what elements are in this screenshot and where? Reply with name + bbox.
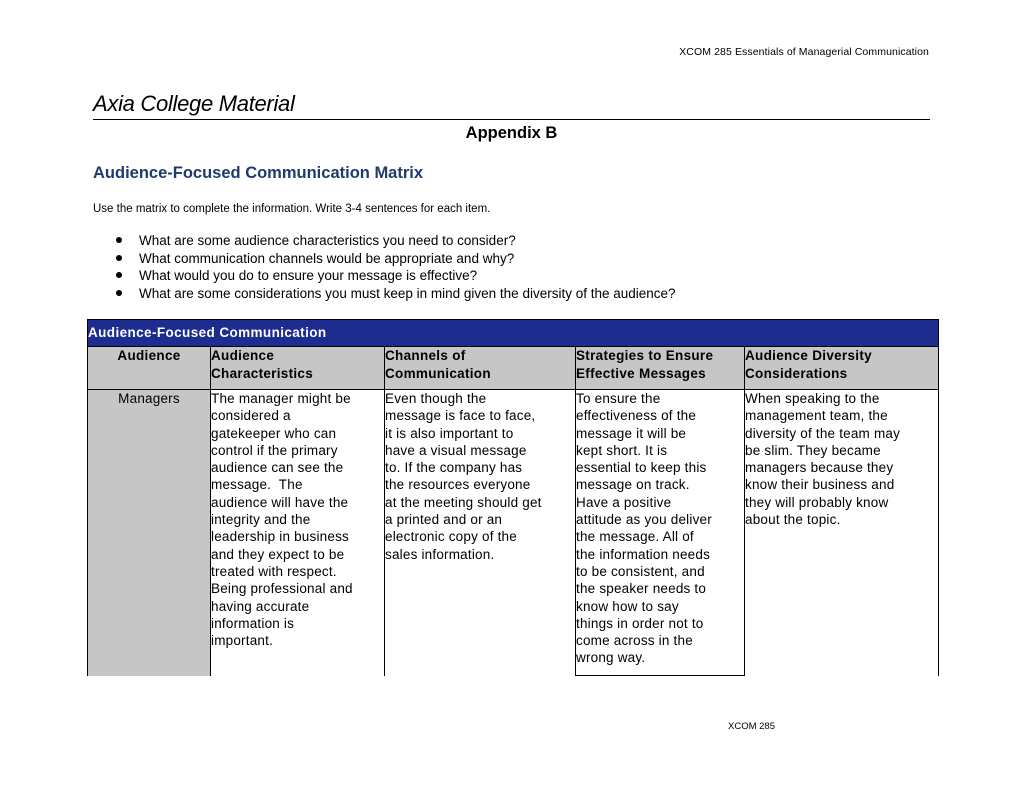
header-rule <box>93 119 930 120</box>
cell-line: the information needs <box>576 546 711 562</box>
question-text: What are some audience characteristics you need to consider? <box>139 233 516 248</box>
header-line: Channels of <box>385 348 466 363</box>
cell-line: the message. All of <box>576 529 694 545</box>
bullet-icon <box>116 255 122 261</box>
course-header: XCOM 285 Essentials of Managerial Communication <box>679 46 929 58</box>
header-channels <box>385 347 576 390</box>
header-line: Considerations <box>745 366 848 381</box>
header-line: Characteristics <box>211 366 314 381</box>
cell-line: message it will be <box>576 425 687 441</box>
cell-line: at the meeting should get <box>385 494 542 510</box>
header-audience <box>88 347 211 390</box>
bullet-icon <box>116 272 122 278</box>
cell-line: audience will have the <box>211 494 349 510</box>
matrix-title: Audience-Focused Communication Matrix <box>93 164 424 182</box>
header-diversity <box>745 347 939 390</box>
question-item <box>93 232 676 250</box>
cell-line: leadership in business <box>211 529 349 545</box>
header-line: Effective Messages <box>576 366 706 381</box>
cell-line: integrity and the <box>211 512 311 528</box>
cell-line: considered a <box>211 408 291 424</box>
cell-line: be slim. They became <box>745 442 881 458</box>
cell-line: When speaking to the <box>745 391 880 406</box>
cell-line: and they expect to be <box>211 546 345 562</box>
cell-line: Have a positive <box>576 494 672 510</box>
question-text: What are some considerations you must keep in mind given the diversity of the audience? <box>139 285 676 301</box>
cell-line: important. <box>211 633 274 649</box>
cell-line: essential to keep this <box>576 460 707 476</box>
cell-line: sales information. <box>385 546 495 562</box>
cell-line: electronic copy of the <box>385 529 517 545</box>
matrix-table-title: Audience-Focused Communication <box>88 320 939 347</box>
cell-line: things in order not to <box>576 615 704 631</box>
cell-line: The manager might be <box>211 391 351 406</box>
cell-line: managers because they <box>745 460 894 476</box>
cell-line: kept short. It is <box>576 442 668 458</box>
page-footer: XCOM 285 <box>728 721 775 732</box>
cell-line: message. The <box>211 477 303 493</box>
cell-line: wrong way. <box>576 650 646 666</box>
cell-line: a printed and or an <box>385 512 503 528</box>
cell-line: information is <box>211 615 295 631</box>
cell-line: to be consistent, and <box>576 563 705 579</box>
bullet-icon <box>116 290 122 296</box>
question-text: What communication channels would be appropriate and why? <box>139 250 515 266</box>
cell-audience: Managers <box>88 390 211 676</box>
communication-matrix <box>87 319 939 676</box>
header-line: Strategies to Ensure <box>576 348 714 363</box>
cell-strategies <box>576 390 745 676</box>
cell-line: know their business and <box>745 477 895 493</box>
cell-line: effectiveness of the <box>576 408 697 424</box>
cell-line: to. If the company has <box>385 460 523 476</box>
cell-characteristics <box>211 390 385 676</box>
cell-line: gatekeeper who can <box>211 425 337 441</box>
cell-line: treated with respect. <box>211 563 337 579</box>
cell-line: control if the primary <box>211 442 338 458</box>
cell-line: the speaker needs to <box>576 581 707 597</box>
cell-line: come across in the <box>576 633 693 649</box>
cell-line: audience can see the <box>211 460 344 476</box>
cell-line: message on track. <box>576 477 690 493</box>
appendix-title: Appendix B <box>465 124 558 142</box>
instructions: Use the matrix to complete the information. Write 3-4 sentences for each item. <box>93 203 491 215</box>
header-characteristics <box>211 347 385 390</box>
cell-line: Even though the <box>385 391 487 406</box>
cell-line: it is also important to <box>385 425 514 441</box>
question-text: What would you do to ensure your message is effective? <box>139 268 478 283</box>
question-list <box>93 232 676 302</box>
cell-line: about the topic. <box>745 512 841 528</box>
cell-line: attitude as you deliver <box>576 512 712 528</box>
college-title: Axia College Material <box>93 91 295 116</box>
header-line: Audience Diversity <box>745 348 872 363</box>
cell-diversity <box>745 390 939 676</box>
question-item <box>93 250 676 268</box>
cell-line: having accurate <box>211 598 310 614</box>
question-item <box>93 267 676 285</box>
header-strategies <box>576 347 745 390</box>
cell-channels <box>385 390 576 676</box>
header-line: Audience <box>211 348 275 363</box>
question-item <box>93 285 676 303</box>
header-line: Audience <box>117 348 181 363</box>
cell-line: have a visual message <box>385 442 527 458</box>
header-line: Communication <box>385 366 491 381</box>
cell-line: know how to say <box>576 598 679 614</box>
cell-line: diversity of the team may <box>745 425 901 441</box>
cell-line: message is face to face, <box>385 408 536 424</box>
cell-line: management team, the <box>745 408 888 424</box>
cell-line: Being professional and <box>211 581 353 597</box>
bullet-icon <box>116 237 122 243</box>
cell-line: To ensure the <box>576 391 661 406</box>
cell-line: they will probably know <box>745 494 889 510</box>
cell-line: the resources everyone <box>385 477 531 493</box>
